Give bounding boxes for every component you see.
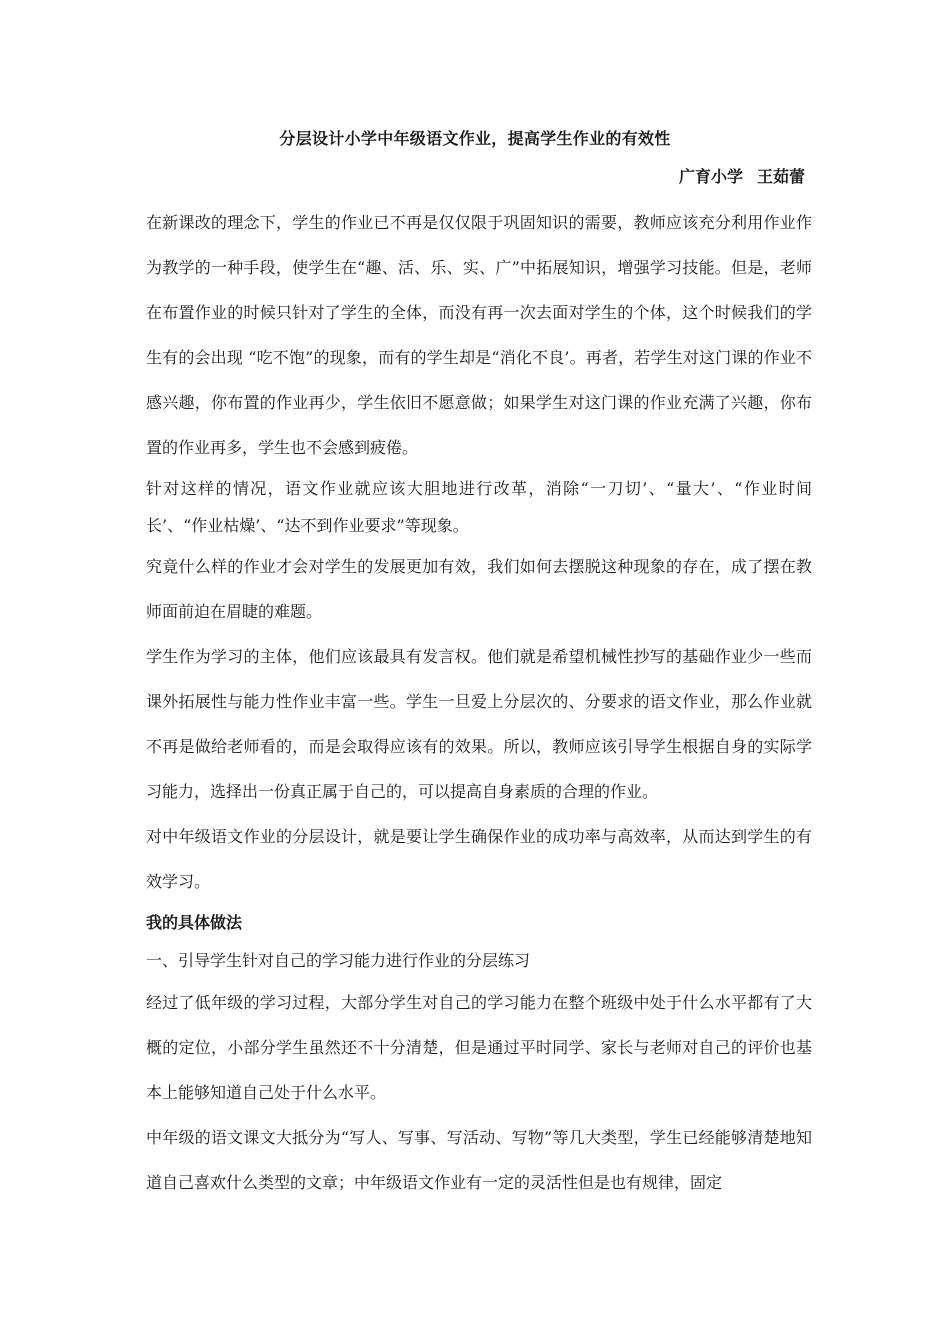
author-name: 王茹蕾 (756, 167, 805, 186)
paragraph-intro: 在新课改的理念下，学生的作业已不再是仅仅限于巩固知识的需要，教师应该充分利用作业作为教学的一种手段，使学生在“趣、活、乐、实、广”中拓展知识，增强学习技能。但是，老师在布置作业的时候只针对了学生的全体，而没有再一次去面对学生的个体，这个时候我们的学生有的会出现 “吃不饱”的现象，而有的学生却是“消化不良’。再者，若学生对这门课的作业不感兴趣，你布置的作业再少，学生依旧不愿意做；如果学生对这门课的作业充满了兴趣，你布置的作业再多，学生也不会感到疲倦。 (146, 213, 812, 457)
author-school: 广育小学 (678, 167, 743, 186)
author-line (679, 164, 805, 187)
document-title: 分层设计小学中年级语文作业，提高学生作业的有效性 (279, 129, 671, 148)
paragraph-student-subject: 学生作为学习的主体，他们应该最具有发言权。他们就是希望机械性抄写的基础作业少一些而课外拓展性与能力性作业丰富一些。学生一旦爱上分层次的、分要求的语文作业，那么作业就不再是做给老师看的，而是会取得应该有的效果。所以，教师应该引导学生根据自身的实际学习能力，选择出一份真正属于自己的，可以提高自身素质的合理的作业。 (146, 647, 812, 801)
section-heading: 我的具体做法 (146, 913, 243, 932)
paragraph-text-types: 中年级的语文课文大抵分为“写人、写事、写活动、写物”等几大类型，学生已经能够清楚地知道自己喜欢什么类型的文章；中年级语文作业有一定的灵活性但是也有规律，固定 (146, 1128, 812, 1192)
paragraph-positioning: 经过了低年级的学习过程，大部分学生对自己的学习能力在整个班级中处于什么水平都有了大概的定位，小部分学生虽然还不十分清楚，但是通过平时同学、家长与老师对自己的评价也基本上能够知道自己处于什么水平。 (146, 993, 812, 1102)
paragraph-goal: 对中年级语文作业的分层设计，就是要让学生确保作业的成功率与高效率，从而达到学生的有效学习。 (146, 827, 812, 891)
paragraph-reform: 针对这样的情况，语文作业就应该大胆地进行改革，消除“一刀切’、“量大’、“作业时间长’、“作业枯燥’、“达不到作业要求”等现象。 (146, 479, 812, 535)
paragraph-question: 究竟什么样的作业才会对学生的发展更加有效，我们如何去摆脱这种现象的存在，成了摆在教师面前迫在眉睫的难题。 (146, 557, 812, 621)
document-body (146, 200, 812, 1205)
subheading-1: 一、引导学生针对自己的学习能力进行作业的分层练习 (146, 951, 531, 970)
